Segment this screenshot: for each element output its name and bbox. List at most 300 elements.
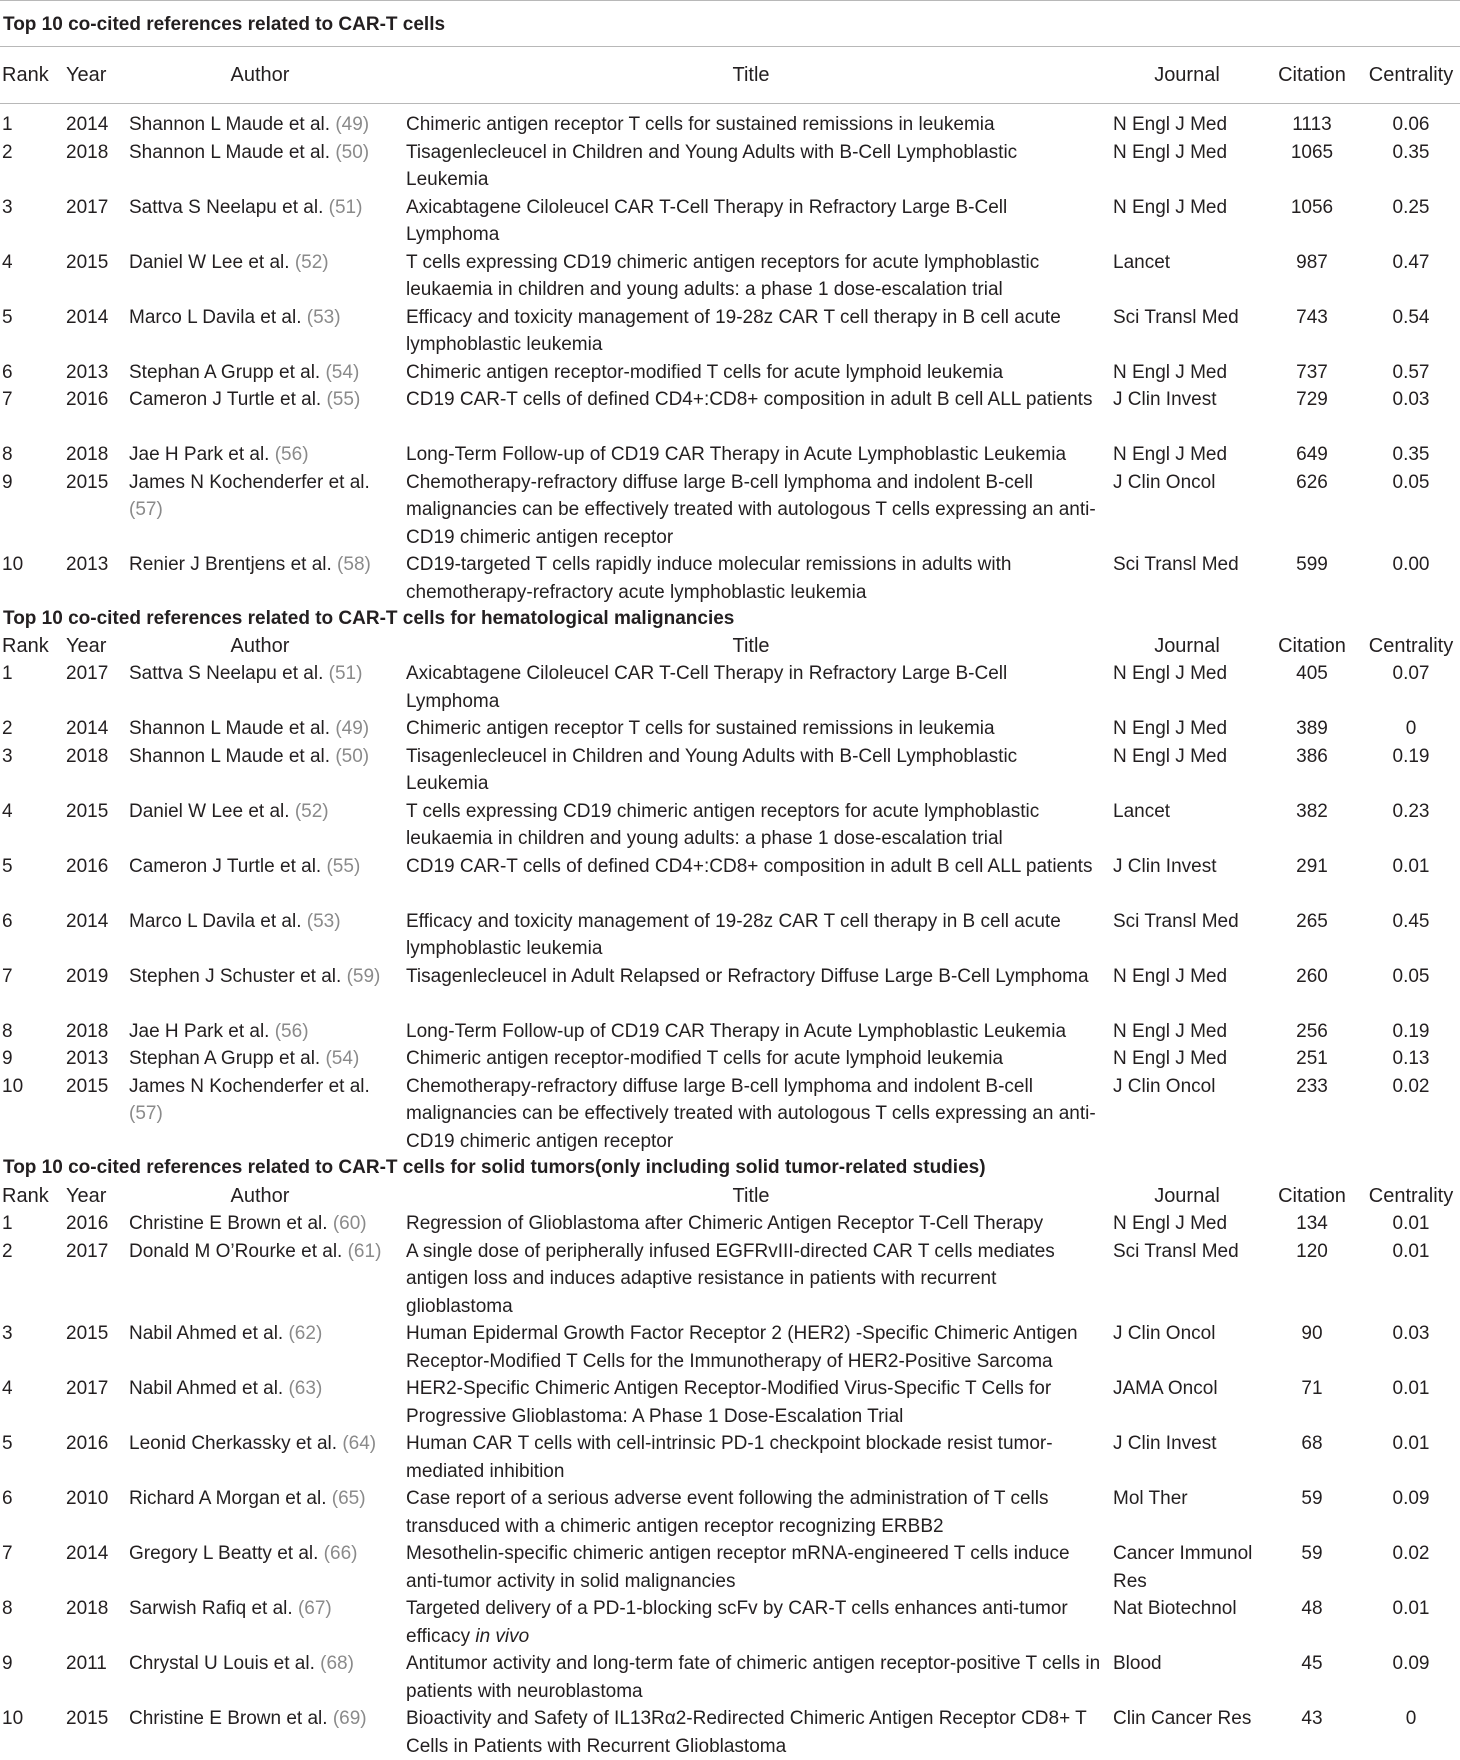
cell-citation: 737 (1296, 361, 1328, 383)
cell-author (129, 715, 399, 743)
cell-citation: 405 (1296, 663, 1328, 684)
title-text: A single dose of peripherally infused EGFRvIII-directed CAR T cells mediates antigen loss and induces adaptive resistance in patients with recurrent glioblastoma (406, 1240, 1055, 1317)
author-name: Sattva S Neelapu et al. (129, 663, 324, 684)
column-header-centrality: Centrality (1368, 1185, 1454, 1207)
cell-year: 2017 (66, 1378, 109, 1399)
author-name: Christine E Brown et al. (129, 1708, 328, 1729)
cell-author (129, 660, 399, 688)
cell-rank: 10 (2, 1708, 24, 1729)
cell-year: 2017 (66, 1240, 109, 1262)
cell-journal: J Clin Oncol (1113, 1075, 1216, 1097)
cell-year: 2017 (66, 196, 109, 218)
cell-rank: 6 (2, 910, 13, 932)
cell-author (129, 1320, 399, 1348)
cell-journal: N Engl J Med (1113, 965, 1228, 987)
cell-centrality: 0.01 (1392, 1240, 1430, 1262)
section-title: Top 10 co-cited references related to CAR-T cells for hematological malignancies (3, 608, 735, 629)
cell-centrality: 0.35 (1392, 141, 1430, 163)
cell-year: 2014 (66, 1543, 109, 1564)
column-header-title: Title (732, 1185, 770, 1207)
column-header-rank: Rank (2, 1185, 49, 1207)
cell-citation: 389 (1296, 718, 1328, 739)
title-text: Chemotherapy-refractory diffuse large B-cell lymphoma and indolent B-cell malignancies can be effectively treated with autologous T cells expressing an anti-CD19 chimeric antigen receptor (406, 1075, 1096, 1152)
column-header-citation: Citation (1278, 635, 1346, 657)
cell-journal: Blood (1113, 1653, 1162, 1674)
title-text: Bioactivity and Safety of IL13Rα2-Redirected Chimeric Antigen Receptor CD8+ T Cells in Patients with Recurrent Glioblastoma (406, 1708, 1087, 1757)
cell-centrality: 0.57 (1392, 361, 1430, 383)
reference-number: (58) (337, 554, 371, 575)
cell-journal: Lancet (1113, 800, 1171, 822)
cell-year: 2016 (66, 389, 109, 410)
cell-year: 2014 (66, 306, 109, 328)
cell-title (406, 1045, 1101, 1073)
cell-title (406, 1650, 1101, 1705)
cell-centrality: 0.01 (1392, 855, 1430, 877)
author-name: Stephan A Grupp et al. (129, 1048, 321, 1069)
title-text: Axicabtagene Ciloleucel CAR T-Cell Therapy in Refractory Large B-Cell Lymphoma (406, 196, 1008, 245)
reference-number: (56) (274, 444, 309, 465)
cell-rank: 5 (2, 855, 13, 877)
title-text: Antitumor activity and long-term fate of chimeric antigen receptor-positive T cells in patients with neuroblastoma (406, 1653, 1101, 1702)
title-rule (0, 46, 1460, 47)
title-text: Long-Term Follow-up of CD19 CAR Therapy in Acute Lymphoblastic Leukemia (406, 444, 1067, 465)
reference-number: (50) (335, 141, 370, 163)
cell-title (406, 715, 1101, 743)
cell-author (129, 1238, 399, 1266)
cell-title (406, 1018, 1101, 1046)
cell-title (406, 551, 1101, 606)
cell-author (129, 1375, 399, 1403)
cell-title (406, 743, 1101, 798)
cell-title (406, 469, 1101, 552)
cell-year: 2018 (66, 141, 109, 163)
cell-rank: 3 (2, 1323, 13, 1344)
column-header-citation: Citation (1278, 1185, 1346, 1207)
cell-journal: N Engl J Med (1113, 745, 1228, 767)
cell-journal: Nat Biotechnol (1113, 1598, 1237, 1619)
cell-journal: Cancer Immunol Res (1113, 1543, 1253, 1592)
cell-title (406, 908, 1101, 963)
cell-year: 2014 (66, 114, 109, 135)
reference-number: (55) (326, 855, 361, 877)
title-text: T cells expressing CD19 chimeric antigen receptors for acute lymphoblastic leukaemia in children and young adults: a phase 1 dose-escalation trial (406, 251, 1040, 300)
cell-author (129, 194, 399, 222)
title-text: Chemotherapy-refractory diffuse large B-cell lymphoma and indolent B-cell malignancies can be effectively treated with autologous T cells expressing an anti-CD19 chimeric antigen receptor (406, 471, 1096, 548)
title-text: Efficacy and toxicity management of 19-28z CAR T cell therapy in B cell acute lymphoblastic leukemia (406, 910, 1061, 959)
title-italic: in vivo (475, 1625, 530, 1647)
reference-number: (60) (332, 1213, 367, 1234)
cell-citation: 90 (1301, 1323, 1323, 1344)
cell-rank: 10 (2, 554, 24, 575)
cell-rank: 2 (2, 141, 13, 163)
cell-author (129, 1073, 399, 1128)
column-header-centrality: Centrality (1368, 635, 1454, 657)
cell-author (129, 1540, 399, 1568)
column-header-author: Author (230, 64, 290, 86)
author-name: Marco L Davila et al. (129, 306, 302, 328)
cell-rank: 8 (2, 1598, 13, 1619)
cell-title (406, 139, 1101, 194)
cell-title (406, 1238, 1101, 1321)
cell-journal: N Engl J Med (1113, 663, 1228, 684)
cell-rank: 2 (2, 718, 13, 739)
cell-citation: 729 (1296, 389, 1328, 410)
cell-rank: 6 (2, 361, 13, 383)
cell-centrality: 0.19 (1392, 1020, 1430, 1042)
cell-author (129, 963, 399, 991)
cell-citation: 59 (1301, 1488, 1323, 1509)
cell-citation: 120 (1296, 1240, 1328, 1262)
cell-journal: Mol Ther (1113, 1488, 1188, 1509)
cell-citation: 251 (1296, 1048, 1328, 1069)
cell-year: 2016 (66, 1213, 109, 1234)
cell-year: 2014 (66, 910, 109, 932)
reference-number: (65) (331, 1488, 366, 1509)
cell-citation: 59 (1301, 1543, 1323, 1564)
cell-year: 2015 (66, 800, 109, 822)
title-text: Long-Term Follow-up of CD19 CAR Therapy in Acute Lymphoblastic Leukemia (406, 1020, 1067, 1042)
reference-number: (49) (335, 718, 370, 739)
cell-year: 2015 (66, 1075, 109, 1097)
reference-number: (57) (129, 499, 163, 520)
section-title: Top 10 co-cited references related to CAR-T cells for solid tumors(only including solid tumor-related studies) (3, 1157, 986, 1178)
column-header-journal: Journal (1154, 635, 1220, 657)
author-name: Daniel W Lee et al. (129, 800, 290, 822)
title-text: Human Epidermal Growth Factor Receptor 2 (HER2) -Specific Chimeric Antigen Receptor-Modified T Cells for the Immunotherapy of HER2-Positive Sarcoma (406, 1323, 1078, 1372)
cell-journal: J Clin Invest (1113, 389, 1217, 410)
cell-year: 2018 (66, 444, 109, 465)
cell-year: 2018 (66, 1598, 109, 1619)
cell-centrality: 0 (1405, 718, 1417, 739)
author-name: James N Kochenderfer et al. (129, 1075, 370, 1097)
reference-number: (51) (328, 663, 363, 684)
author-name: Daniel W Lee et al. (129, 251, 290, 273)
reference-number: (69) (332, 1708, 367, 1729)
cell-rank: 3 (2, 745, 13, 767)
cell-author (129, 249, 399, 277)
reference-number: (52) (294, 800, 329, 822)
reference-number: (54) (325, 1048, 360, 1069)
author-name: Shannon L Maude et al. (129, 141, 331, 163)
cell-centrality: 0.00 (1392, 554, 1430, 575)
cell-citation: 260 (1296, 965, 1328, 987)
cell-centrality: 0.03 (1392, 389, 1430, 410)
cell-year: 2015 (66, 251, 109, 273)
cell-title (406, 194, 1101, 249)
cell-rank: 4 (2, 251, 13, 273)
title-text: CD19-targeted T cells rapidly induce molecular remissions in adults with chemotherapy-refractory acute lymphoblastic leukemia (406, 554, 1012, 603)
cell-year: 2013 (66, 361, 109, 383)
cell-citation: 1065 (1290, 141, 1334, 163)
cell-rank: 6 (2, 1488, 13, 1509)
title-text: HER2-Specific Chimeric Antigen Receptor-Modified Virus-Specific T Cells for Progressive Glioblastoma: A Phase 1 Dose-Escalation Trial (406, 1378, 1052, 1427)
cell-journal: Sci Transl Med (1113, 306, 1239, 328)
author-name: Shannon L Maude et al. (129, 718, 331, 739)
cell-centrality: 0.01 (1392, 1598, 1430, 1619)
cell-author (129, 1705, 399, 1733)
author-name: Donald M O’Rourke et al. (129, 1240, 343, 1262)
cell-citation: 1056 (1290, 196, 1334, 218)
column-header-year: Year (66, 1185, 107, 1207)
cell-centrality: 0.02 (1392, 1075, 1430, 1097)
cell-citation: 382 (1296, 800, 1328, 822)
cell-citation: 45 (1301, 1653, 1323, 1674)
cell-author (129, 1595, 399, 1623)
cell-author (129, 386, 399, 414)
cell-author (129, 441, 399, 469)
cell-centrality: 0.01 (1392, 1213, 1430, 1234)
cell-centrality: 0.09 (1392, 1653, 1430, 1674)
title-text: Targeted delivery of a PD-1-blocking scFv by CAR-T cells enhances anti-tumor efficacy (406, 1598, 1068, 1647)
column-header-rank: Rank (2, 64, 49, 86)
author-name: Shannon L Maude et al. (129, 745, 331, 767)
cell-title (406, 1595, 1101, 1650)
cell-rank: 9 (2, 1048, 13, 1069)
cell-centrality: 0.03 (1392, 1323, 1430, 1344)
author-name: Chrystal U Louis et al. (129, 1653, 315, 1674)
cell-journal: J Clin Invest (1113, 1433, 1217, 1454)
cell-centrality: 0.47 (1392, 251, 1430, 273)
cell-citation: 134 (1296, 1213, 1328, 1234)
cell-title (406, 1210, 1101, 1238)
title-text: Chimeric antigen receptor-modified T cells for acute lymphoid leukemia (406, 361, 1004, 383)
reference-number: (56) (274, 1020, 309, 1042)
column-header-citation: Citation (1278, 64, 1346, 86)
cell-journal: N Engl J Med (1113, 361, 1228, 383)
column-header-journal: Journal (1154, 64, 1220, 86)
cell-journal: Sci Transl Med (1113, 554, 1239, 575)
cell-journal: N Engl J Med (1113, 141, 1228, 163)
cell-journal: N Engl J Med (1113, 196, 1228, 218)
cell-journal: Lancet (1113, 251, 1171, 273)
author-name: Sarwish Rafiq et al. (129, 1598, 293, 1619)
cell-author (129, 908, 399, 936)
cell-citation: 987 (1296, 251, 1328, 273)
cell-citation: 48 (1301, 1598, 1323, 1619)
title-text: CD19 CAR-T cells of defined CD4+:CD8+ composition in adult B cell ALL patients (406, 389, 1093, 410)
cell-citation: 71 (1301, 1378, 1323, 1399)
reference-number: (51) (328, 196, 363, 218)
cell-citation: 743 (1296, 306, 1328, 328)
title-text: Axicabtagene Ciloleucel CAR T-Cell Therapy in Refractory Large B-Cell Lymphoma (406, 663, 1008, 712)
cell-title (406, 359, 1101, 387)
cell-author (129, 111, 399, 139)
cell-title (406, 1430, 1101, 1485)
title-text: Tisagenlecleucel in Children and Young Adults with B-Cell Lymphoblastic Leukemia (406, 745, 1018, 794)
author-name: Nabil Ahmed et al. (129, 1378, 284, 1399)
column-header-centrality: Centrality (1368, 64, 1454, 86)
cell-centrality: 0.05 (1392, 965, 1430, 987)
cell-journal: N Engl J Med (1113, 444, 1228, 465)
cell-citation: 599 (1296, 554, 1328, 575)
cell-centrality: 0.02 (1392, 1543, 1430, 1564)
cell-citation: 626 (1296, 471, 1328, 493)
cell-journal: J Clin Oncol (1113, 471, 1216, 493)
cell-title (406, 111, 1101, 139)
cell-year: 2018 (66, 1020, 109, 1042)
cell-citation: 649 (1296, 444, 1328, 465)
cell-rank: 7 (2, 965, 13, 987)
author-name: James N Kochenderfer et al. (129, 471, 370, 493)
cell-centrality: 0.13 (1392, 1048, 1430, 1069)
cell-journal: Clin Cancer Res (1113, 1708, 1252, 1729)
cell-author (129, 1045, 399, 1073)
column-header-rank: Rank (2, 635, 49, 657)
reference-number: (66) (323, 1543, 358, 1564)
author-name: Shannon L Maude et al. (129, 114, 331, 135)
cell-citation: 256 (1296, 1020, 1328, 1042)
cell-author (129, 1210, 399, 1238)
reference-number: (67) (297, 1598, 332, 1619)
title-text: Tisagenlecleucel in Adult Relapsed or Refractory Diffuse Large B-Cell Lymphoma (406, 965, 1089, 987)
author-name: Stephan A Grupp et al. (129, 361, 321, 383)
cell-journal: Sci Transl Med (1113, 910, 1239, 932)
top-rule (0, 0, 1460, 1)
author-name: Cameron J Turtle et al. (129, 389, 322, 410)
cell-author (129, 551, 399, 579)
cell-rank: 8 (2, 444, 13, 465)
cell-centrality: 0.09 (1392, 1488, 1430, 1509)
cell-rank: 1 (2, 114, 13, 135)
author-name: Jae H Park et al. (129, 444, 270, 465)
cell-year: 2016 (66, 1433, 109, 1454)
reference-number: (64) (342, 1433, 377, 1454)
cell-rank: 5 (2, 306, 13, 328)
cell-rank: 7 (2, 1543, 13, 1564)
cell-centrality: 0.01 (1392, 1378, 1430, 1399)
title-text: Efficacy and toxicity management of 19-28z CAR T cell therapy in B cell acute lymphoblastic leukemia (406, 306, 1061, 355)
title-text: CD19 CAR-T cells of defined CD4+:CD8+ composition in adult B cell ALL patients (406, 855, 1093, 877)
title-text: T cells expressing CD19 chimeric antigen receptors for acute lymphoblastic leukaemia in children and young adults: a phase 1 dose-escalation trial (406, 800, 1040, 849)
cell-title (406, 1485, 1101, 1540)
title-text: Case report of a serious adverse event following the administration of T cells transduced with a chimeric antigen receptor recognizing ERBB2 (406, 1488, 1049, 1537)
cell-journal: N Engl J Med (1113, 1020, 1228, 1042)
reference-number: (50) (335, 745, 370, 767)
cell-journal: J Clin Invest (1113, 855, 1217, 877)
title-text: Chimeric antigen receptor-modified T cells for acute lymphoid leukemia (406, 1048, 1004, 1069)
cell-rank: 1 (2, 663, 13, 684)
cell-rank: 7 (2, 389, 13, 410)
cell-author (129, 304, 399, 332)
cell-rank: 4 (2, 1378, 13, 1399)
reference-number: (55) (326, 389, 361, 410)
header-rule (0, 103, 1460, 104)
cell-title (406, 1540, 1101, 1595)
cell-author (129, 1650, 399, 1678)
cell-citation: 386 (1296, 745, 1328, 767)
cell-citation: 1113 (1292, 114, 1332, 135)
cell-author (129, 1485, 399, 1513)
cell-centrality: 0 (1405, 1708, 1417, 1729)
cell-title (406, 441, 1101, 469)
title-text: Chimeric antigen receptor T cells for sustained remissions in leukemia (406, 718, 995, 739)
cell-author (129, 1018, 399, 1046)
cell-citation: 291 (1296, 855, 1328, 877)
cell-year: 2013 (66, 554, 109, 575)
cell-citation: 265 (1296, 910, 1328, 932)
cell-year: 2013 (66, 1048, 109, 1069)
author-name: Renier J Brentjens et al. (129, 554, 332, 575)
author-name: Jae H Park et al. (129, 1020, 270, 1042)
cell-rank: 1 (2, 1213, 13, 1234)
cell-year: 2017 (66, 663, 109, 684)
title-text: Mesothelin-specific chimeric antigen receptor mRNA-engineered T cells induce anti-tumor activity in solid malignancies (406, 1543, 1070, 1592)
section-title: Top 10 co-cited references related to CAR-T cells (3, 14, 446, 35)
cell-journal: J Clin Oncol (1113, 1323, 1216, 1344)
cell-citation: 233 (1296, 1075, 1328, 1097)
cell-author (129, 743, 399, 771)
reference-number: (57) (129, 1103, 163, 1124)
column-header-title: Title (732, 64, 770, 86)
reference-number: (53) (306, 306, 341, 328)
cell-centrality: 0.07 (1392, 663, 1430, 684)
cell-centrality: 0.19 (1392, 745, 1430, 767)
cell-author (129, 853, 399, 881)
cell-year: 2010 (66, 1488, 109, 1509)
cell-journal: N Engl J Med (1113, 1048, 1228, 1069)
cell-year: 2014 (66, 718, 109, 739)
reference-number: (49) (335, 114, 370, 135)
cell-centrality: 0.23 (1392, 800, 1430, 822)
cell-centrality: 0.35 (1392, 444, 1430, 465)
title-text: Chimeric antigen receptor T cells for sustained remissions in leukemia (406, 114, 995, 135)
cell-title (406, 963, 1101, 991)
cell-centrality: 0.45 (1392, 910, 1430, 932)
author-name: Cameron J Turtle et al. (129, 855, 322, 877)
cell-journal: JAMA Oncol (1113, 1378, 1218, 1399)
author-name: Leonid Cherkassky et al. (129, 1433, 338, 1454)
title-text: Human CAR T cells with cell-intrinsic PD-1 checkpoint blockade resist tumor-mediated inhibition (406, 1433, 1053, 1482)
cell-title (406, 1375, 1101, 1430)
author-name: Nabil Ahmed et al. (129, 1323, 284, 1344)
cell-citation: 43 (1301, 1708, 1323, 1729)
cell-title (406, 386, 1101, 414)
reference-number: (52) (294, 251, 329, 273)
cell-year: 2016 (66, 855, 109, 877)
author-name: Stephen J Schuster et al. (129, 965, 342, 987)
column-header-year: Year (66, 64, 107, 86)
cell-journal: N Engl J Med (1113, 114, 1228, 135)
cell-author (129, 359, 399, 387)
author-name: Richard A Morgan et al. (129, 1488, 327, 1509)
author-name: Gregory L Beatty et al. (129, 1543, 319, 1564)
column-header-title: Title (732, 635, 770, 657)
cell-author (129, 798, 399, 826)
cell-author (129, 469, 399, 524)
cell-rank: 4 (2, 800, 13, 822)
reference-number: (59) (346, 965, 381, 987)
cell-centrality: 0.05 (1392, 471, 1430, 493)
cell-centrality: 0.54 (1392, 306, 1430, 328)
cell-rank: 8 (2, 1020, 13, 1042)
cell-year: 2019 (66, 965, 109, 987)
cell-title (406, 1320, 1101, 1375)
cell-year: 2015 (66, 1323, 109, 1344)
cell-rank: 10 (2, 1075, 24, 1097)
column-header-author: Author (230, 1185, 290, 1207)
cell-title (406, 853, 1101, 881)
column-header-journal: Journal (1154, 1185, 1220, 1207)
cell-author (129, 1430, 399, 1458)
cell-title (406, 1073, 1101, 1156)
column-header-year: Year (66, 635, 107, 657)
cell-centrality: 0.06 (1392, 114, 1430, 135)
reference-number: (53) (306, 910, 341, 932)
cell-title (406, 660, 1101, 715)
title-text: Tisagenlecleucel in Children and Young Adults with B-Cell Lymphoblastic Leukemia (406, 141, 1018, 190)
cell-centrality: 0.25 (1392, 196, 1430, 218)
author-name: Christine E Brown et al. (129, 1213, 328, 1234)
